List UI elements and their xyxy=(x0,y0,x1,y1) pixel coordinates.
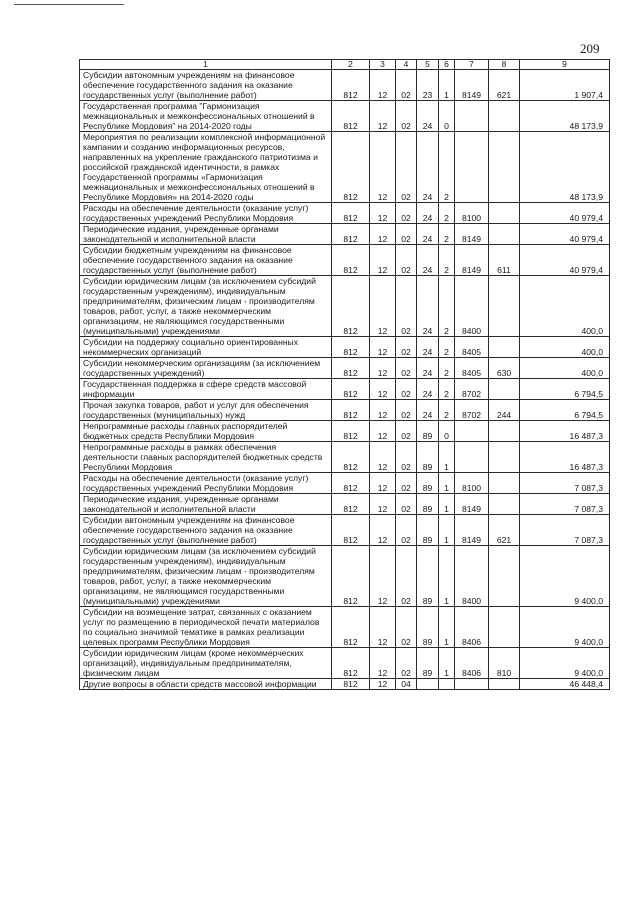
section-code: 12 xyxy=(370,224,396,245)
program-code: 23 xyxy=(417,70,439,101)
ministry-code: 812 xyxy=(332,515,370,546)
subprogram-code: 1 xyxy=(439,473,455,494)
amount: 400,0 xyxy=(520,337,610,358)
subprogram-code: 1 xyxy=(439,70,455,101)
program-code: 24 xyxy=(417,245,439,276)
subprogram-code: 1 xyxy=(439,515,455,546)
subprogram-code: 0 xyxy=(439,101,455,132)
row-name: Другие вопросы в области средств массовой информации xyxy=(80,679,332,690)
expense-type-code: 630 xyxy=(489,358,520,379)
target-code xyxy=(455,132,489,203)
section-code: 12 xyxy=(370,358,396,379)
section-code: 12 xyxy=(370,442,396,473)
amount: 9 400,0 xyxy=(520,648,610,679)
subsection-code: 02 xyxy=(396,648,417,679)
subsection-code: 02 xyxy=(396,546,417,607)
section-code: 12 xyxy=(370,245,396,276)
amount: 7 087,3 xyxy=(520,473,610,494)
subsection-code: 02 xyxy=(396,515,417,546)
target-code: 8405 xyxy=(455,337,489,358)
ministry-code: 812 xyxy=(332,245,370,276)
program-code: 24 xyxy=(417,203,439,224)
header-row xyxy=(80,60,610,70)
page-number: 209 xyxy=(580,41,600,56)
ministry-code: 812 xyxy=(332,358,370,379)
ministry-code: 812 xyxy=(332,421,370,442)
row-name: Расходы на обеспечение деятельности (оказание услуг) государственных учреждений Республики Мордовия xyxy=(80,203,332,224)
table-row xyxy=(80,132,610,203)
section-code: 12 xyxy=(370,494,396,515)
section-code: 12 xyxy=(370,379,396,400)
budget-table xyxy=(79,59,610,690)
subprogram-code: 2 xyxy=(439,132,455,203)
expense-type-code: 244 xyxy=(489,400,520,421)
subsection-code: 02 xyxy=(396,607,417,648)
section-code: 12 xyxy=(370,132,396,203)
subsection-code: 02 xyxy=(396,132,417,203)
target-code xyxy=(455,101,489,132)
program-code: 24 xyxy=(417,379,439,400)
table-row xyxy=(80,70,610,101)
section-code: 12 xyxy=(370,421,396,442)
expense-type-code: 621 xyxy=(489,70,520,101)
expense-type-code xyxy=(489,546,520,607)
subprogram-code: 1 xyxy=(439,607,455,648)
section-code: 12 xyxy=(370,473,396,494)
subsection-code: 02 xyxy=(396,421,417,442)
section-code: 12 xyxy=(370,546,396,607)
amount: 6 794,5 xyxy=(520,400,610,421)
amount: 48 173,9 xyxy=(520,101,610,132)
target-code: 8400 xyxy=(455,276,489,337)
ministry-code: 812 xyxy=(332,203,370,224)
amount: 9 400,0 xyxy=(520,607,610,648)
target-code: 8149 xyxy=(455,70,489,101)
row-name: Прочая закупка товаров, работ и услуг для обеспечения государственных (муниципальных) нужд xyxy=(80,400,332,421)
row-name: Субсидии на возмещение затрат, связанных с оказанием услуг по размещению в периодической печати материалов по социально значимой тематике в рамках реализации целевых программ Республики Мордовия xyxy=(80,607,332,648)
amount: 16 487,3 xyxy=(520,421,610,442)
subsection-code: 02 xyxy=(396,245,417,276)
ministry-code: 812 xyxy=(332,546,370,607)
ministry-code: 812 xyxy=(332,132,370,203)
section-code: 12 xyxy=(370,400,396,421)
table-row xyxy=(80,494,610,515)
program-code: 89 xyxy=(417,607,439,648)
subsection-code: 02 xyxy=(396,400,417,421)
col-header-3: 3 xyxy=(370,60,396,70)
col-header-2: 2 xyxy=(332,60,370,70)
amount: 7 087,3 xyxy=(520,494,610,515)
subsection-code: 02 xyxy=(396,337,417,358)
target-code: 8100 xyxy=(455,203,489,224)
target-code: 8406 xyxy=(455,607,489,648)
table-row xyxy=(80,224,610,245)
row-name: Субсидии автономным учреждениям на финансовое обеспечение государственного задания на оказание государственных услуг (выполнение работ) xyxy=(80,515,332,546)
row-name: Государственная поддержка в сфере средств массовой информации xyxy=(80,379,332,400)
expense-type-code xyxy=(489,224,520,245)
expense-type-code xyxy=(489,607,520,648)
col-header-1: 1 xyxy=(80,60,332,70)
program-code: 24 xyxy=(417,132,439,203)
program-code: 24 xyxy=(417,400,439,421)
target-code: 8400 xyxy=(455,546,489,607)
table-row xyxy=(80,679,610,690)
amount: 46 448,4 xyxy=(520,679,610,690)
subprogram-code: 2 xyxy=(439,400,455,421)
expense-type-code xyxy=(489,203,520,224)
target-code: 8702 xyxy=(455,379,489,400)
expense-type-code: 810 xyxy=(489,648,520,679)
table-row xyxy=(80,546,610,607)
table-row xyxy=(80,607,610,648)
row-name: Субсидии юридическим лицам (за исключением субсидий государственным учреждениям), индивидуальным предпринимателям, физическим лицам - производителям товаров, работ, услуг, а также некоммерческим организациям, не являющимся государственными (муниципальными) учреждениями xyxy=(80,546,332,607)
ministry-code: 812 xyxy=(332,679,370,690)
col-header-8: 8 xyxy=(489,60,520,70)
amount: 6 794,5 xyxy=(520,379,610,400)
row-name: Субсидии юридическим лицам (кроме некоммерческих организаций), индивидуальным предпринимателям, физическим лицам xyxy=(80,648,332,679)
expense-type-code: 621 xyxy=(489,515,520,546)
subsection-code: 02 xyxy=(396,276,417,337)
expense-type-code xyxy=(489,132,520,203)
program-code: 89 xyxy=(417,648,439,679)
section-code: 12 xyxy=(370,515,396,546)
table-row xyxy=(80,515,610,546)
ministry-code: 812 xyxy=(332,70,370,101)
row-name: Мероприятия по реализации комплексной информационной кампании и созданию информационных ресурсов, направленных на укрепление гражданского патриотизма и российской гражданской идентичности, в рамках Государственной программы «Гармонизация межнациональных и межконфессиональных отношений в Республике Мордовия» на 2014-2020 годы xyxy=(80,132,332,203)
row-name: Субсидии некоммерческим организациям (за исключением государственных учреждений) xyxy=(80,358,332,379)
amount: 400,0 xyxy=(520,358,610,379)
row-name: Государственная программа "Гармонизация межнациональных и межконфессиональных отношений в Республике Мордовия" на 2014-2020 годы xyxy=(80,101,332,132)
expense-type-code xyxy=(489,337,520,358)
ministry-code: 812 xyxy=(332,442,370,473)
ministry-code: 812 xyxy=(332,276,370,337)
expense-type-code xyxy=(489,473,520,494)
row-name: Субсидии бюджетным учреждениям на финансовое обеспечение государственного задания на оказание государственных услуг (выполнение работ) xyxy=(80,245,332,276)
expense-type-code xyxy=(489,679,520,690)
subsection-code: 02 xyxy=(396,70,417,101)
row-name: Периодические издания, учрежденные органами законодательной и исполнительной власти xyxy=(80,494,332,515)
subprogram-code: 2 xyxy=(439,358,455,379)
subsection-code: 04 xyxy=(396,679,417,690)
program-code: 89 xyxy=(417,421,439,442)
amount: 1 907,4 xyxy=(520,70,610,101)
amount: 7 087,3 xyxy=(520,515,610,546)
section-code: 12 xyxy=(370,101,396,132)
ministry-code: 812 xyxy=(332,473,370,494)
row-name: Периодические издания, учрежденные органами законодательной и исполнительной власти xyxy=(80,224,332,245)
ministry-code: 812 xyxy=(332,379,370,400)
subprogram-code: 2 xyxy=(439,337,455,358)
amount: 40 979,4 xyxy=(520,203,610,224)
ministry-code: 812 xyxy=(332,337,370,358)
row-name: Субсидии автономным учреждениям на финансовое обеспечение государственного задания на оказание государственных услуг (выполнение работ) xyxy=(80,70,332,101)
ministry-code: 812 xyxy=(332,400,370,421)
expense-type-code xyxy=(489,276,520,337)
subprogram-code: 1 xyxy=(439,494,455,515)
expense-type-code: 611 xyxy=(489,245,520,276)
col-header-5: 5 xyxy=(417,60,439,70)
target-code: 8149 xyxy=(455,494,489,515)
subprogram-code: 2 xyxy=(439,224,455,245)
subsection-code: 02 xyxy=(396,379,417,400)
program-code: 89 xyxy=(417,515,439,546)
subprogram-code: 2 xyxy=(439,379,455,400)
target-code: 8100 xyxy=(455,473,489,494)
table-row xyxy=(80,400,610,421)
target-code: 8702 xyxy=(455,400,489,421)
target-code xyxy=(455,442,489,473)
program-code: 24 xyxy=(417,276,439,337)
expense-type-code xyxy=(489,494,520,515)
expense-type-code xyxy=(489,421,520,442)
target-code: 8405 xyxy=(455,358,489,379)
target-code: 8149 xyxy=(455,515,489,546)
program-code: 24 xyxy=(417,101,439,132)
subsection-code: 02 xyxy=(396,358,417,379)
program-code: 24 xyxy=(417,337,439,358)
table-row xyxy=(80,358,610,379)
section-code: 12 xyxy=(370,203,396,224)
row-name: Непрограммные расходы в рамках обеспечения деятельности главных распорядителей бюджетных средств Республики Мордовия xyxy=(80,442,332,473)
section-code: 12 xyxy=(370,70,396,101)
target-code: 8149 xyxy=(455,245,489,276)
subprogram-code: 2 xyxy=(439,245,455,276)
subsection-code: 02 xyxy=(396,224,417,245)
program-code: 89 xyxy=(417,546,439,607)
ministry-code: 812 xyxy=(332,101,370,132)
program-code: 89 xyxy=(417,494,439,515)
subprogram-code: 1 xyxy=(439,648,455,679)
subprogram-code: 0 xyxy=(439,421,455,442)
ministry-code: 812 xyxy=(332,648,370,679)
row-name: Непрограммные расходы главных распорядителей бюджетных средств Республики Мордовия xyxy=(80,421,332,442)
table-row xyxy=(80,203,610,224)
program-code xyxy=(417,679,439,690)
expense-type-code xyxy=(489,101,520,132)
subprogram-code xyxy=(439,679,455,690)
section-code: 12 xyxy=(370,276,396,337)
program-code: 89 xyxy=(417,473,439,494)
program-code: 24 xyxy=(417,224,439,245)
amount: 9 400,0 xyxy=(520,546,610,607)
target-code: 8149 xyxy=(455,224,489,245)
expense-type-code xyxy=(489,379,520,400)
target-code xyxy=(455,679,489,690)
subsection-code: 02 xyxy=(396,494,417,515)
col-header-7: 7 xyxy=(455,60,489,70)
col-header-9: 9 xyxy=(520,60,610,70)
program-code: 89 xyxy=(417,442,439,473)
ministry-code: 812 xyxy=(332,224,370,245)
table-row xyxy=(80,101,610,132)
section-code: 12 xyxy=(370,648,396,679)
amount: 40 979,4 xyxy=(520,224,610,245)
table-row xyxy=(80,442,610,473)
ministry-code: 812 xyxy=(332,494,370,515)
table-row xyxy=(80,648,610,679)
table-row xyxy=(80,379,610,400)
table-row xyxy=(80,276,610,337)
ministry-code: 812 xyxy=(332,607,370,648)
subprogram-code: 1 xyxy=(439,442,455,473)
subprogram-code: 2 xyxy=(439,276,455,337)
subsection-code: 02 xyxy=(396,101,417,132)
section-code: 12 xyxy=(370,607,396,648)
amount: 16 487,3 xyxy=(520,442,610,473)
subsection-code: 02 xyxy=(396,473,417,494)
table-row xyxy=(80,337,610,358)
table-row xyxy=(80,421,610,442)
row-name: Расходы на обеспечение деятельности (оказание услуг) государственных учреждений Республики Мордовия xyxy=(80,473,332,494)
section-code: 12 xyxy=(370,679,396,690)
subsection-code: 02 xyxy=(396,442,417,473)
target-code xyxy=(455,421,489,442)
table-row xyxy=(80,245,610,276)
amount: 48 173,9 xyxy=(520,132,610,203)
target-code: 8406 xyxy=(455,648,489,679)
amount: 40 979,4 xyxy=(520,245,610,276)
row-name: Субсидии юридическим лицам (за исключением субсидий государственным учреждениям), индивидуальным предпринимателям, физическим лицам - производителям товаров, работ, услуг, а также некоммерческим организациям, не являющимся государственными (муниципальными) учреждениями xyxy=(80,276,332,337)
program-code: 24 xyxy=(417,358,439,379)
subsection-code: 02 xyxy=(396,203,417,224)
col-header-6: 6 xyxy=(439,60,455,70)
amount: 400,0 xyxy=(520,276,610,337)
top-rule xyxy=(14,4,124,5)
table-row xyxy=(80,473,610,494)
subprogram-code: 2 xyxy=(439,203,455,224)
section-code: 12 xyxy=(370,337,396,358)
row-name: Субсидии на поддержку социально ориентированных некоммерческих организаций xyxy=(80,337,332,358)
col-header-4: 4 xyxy=(396,60,417,70)
subprogram-code: 1 xyxy=(439,546,455,607)
expense-type-code xyxy=(489,442,520,473)
